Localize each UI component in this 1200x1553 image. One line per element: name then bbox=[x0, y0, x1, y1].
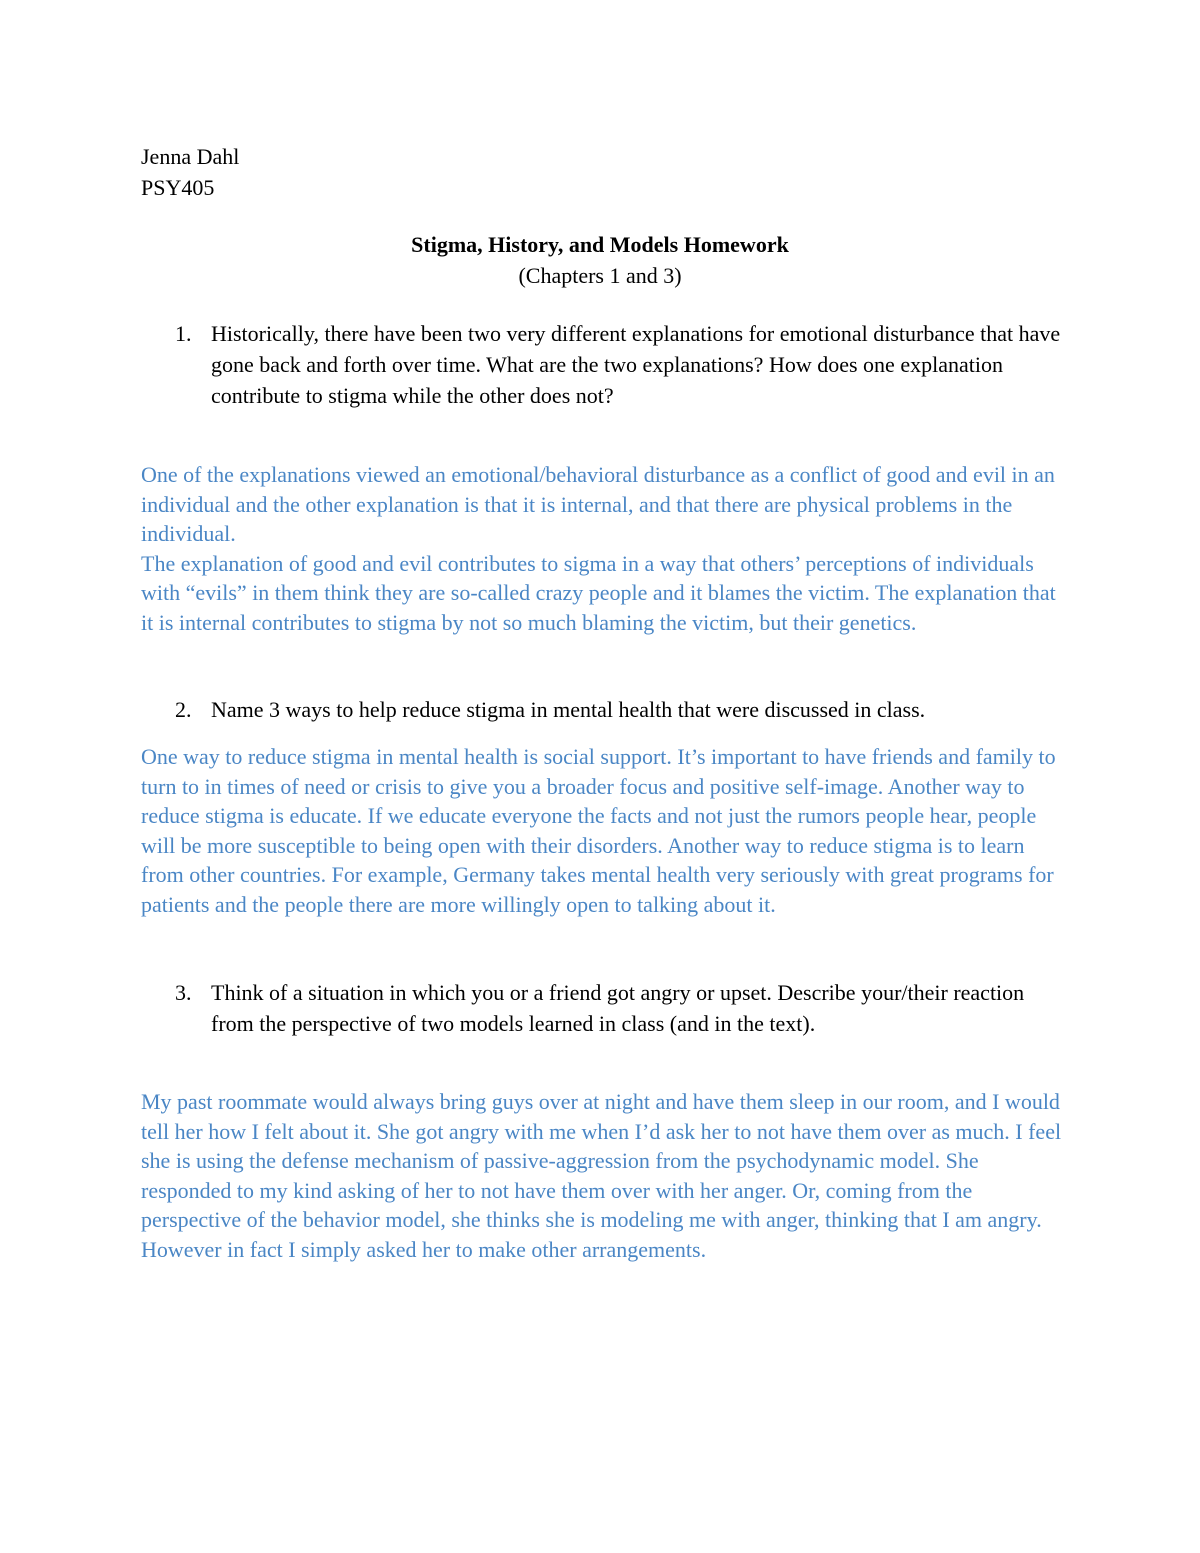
answer-3 bbox=[141, 1087, 1066, 1264]
answer-paragraph: One way to reduce stigma in mental health is social support. It’s important to have friends and family to turn to in times of need or crisis to give you a broader focus and positive self-image. Another way to reduce stigma is educate. If we educate everyone the facts and not just the rumors people hear, people will be more susceptible to being open with their disorders. Another way to reduce stigma is to learn from other countries. For example, Germany takes mental health very seriously with great programs for patients and the people there are more willingly open to talking about it. bbox=[141, 744, 1056, 917]
answer-2 bbox=[141, 742, 1066, 919]
answer-paragraph: The explanation of good and evil contributes to sigma in a way that others’ perceptions of individuals with “evils” in them think they are so-called crazy people and it blames the victim. The explanation that it is internal contributes to stigma by not so much blaming the victim, but their genetics. bbox=[141, 550, 1056, 635]
document-subtitle: (Chapters 1 and 3) bbox=[518, 263, 682, 288]
answer-paragraph: My past roommate would always bring guys over at night and have them sleep in our room, and I would tell her how I felt about it. She got angry with me when I’d ask her to not have them over as much. I feel she is using the defense mechanism of passive-aggression from the psychodynamic model. She responded to my kind asking of her to not have them over with her anger. Or, coming from the perspective of the behavior model, she thinks she is modeling me with anger, thinking that I am angry. However in fact I simply asked her to make other arrangements. bbox=[141, 1089, 1062, 1262]
answer-1 bbox=[141, 460, 1066, 637]
question-1 bbox=[141, 318, 1061, 411]
course-code: PSY405 bbox=[141, 175, 215, 200]
question-text: Think of a situation in which you or a friend got angry or upset. Describe your/their reaction from the perspective of two models learned in class (and in the text). bbox=[211, 980, 1025, 1036]
question-text: Name 3 ways to help reduce stigma in mental health that were discussed in class. bbox=[211, 697, 926, 722]
question-text: Historically, there have been two very different explanations for emotional disturbance that have gone back and forth over time. What are the two explanations? How does one explanation contribute to stigma while the other does not? bbox=[211, 321, 1061, 408]
question-number: 2. bbox=[175, 697, 192, 722]
question-number: 3. bbox=[175, 980, 192, 1005]
answer-paragraph: One of the explanations viewed an emotional/behavioral disturbance as a conflict of good and evil in an individual and the other explanation is that it is internal, and that there are physical problems in the individual. bbox=[141, 462, 1055, 546]
document-title: Stigma, History, and Models Homework bbox=[411, 232, 789, 257]
question-number: 1. bbox=[175, 321, 192, 346]
author-name: Jenna Dahl bbox=[141, 144, 240, 169]
question-2 bbox=[141, 694, 1061, 725]
question-3 bbox=[141, 977, 1061, 1039]
